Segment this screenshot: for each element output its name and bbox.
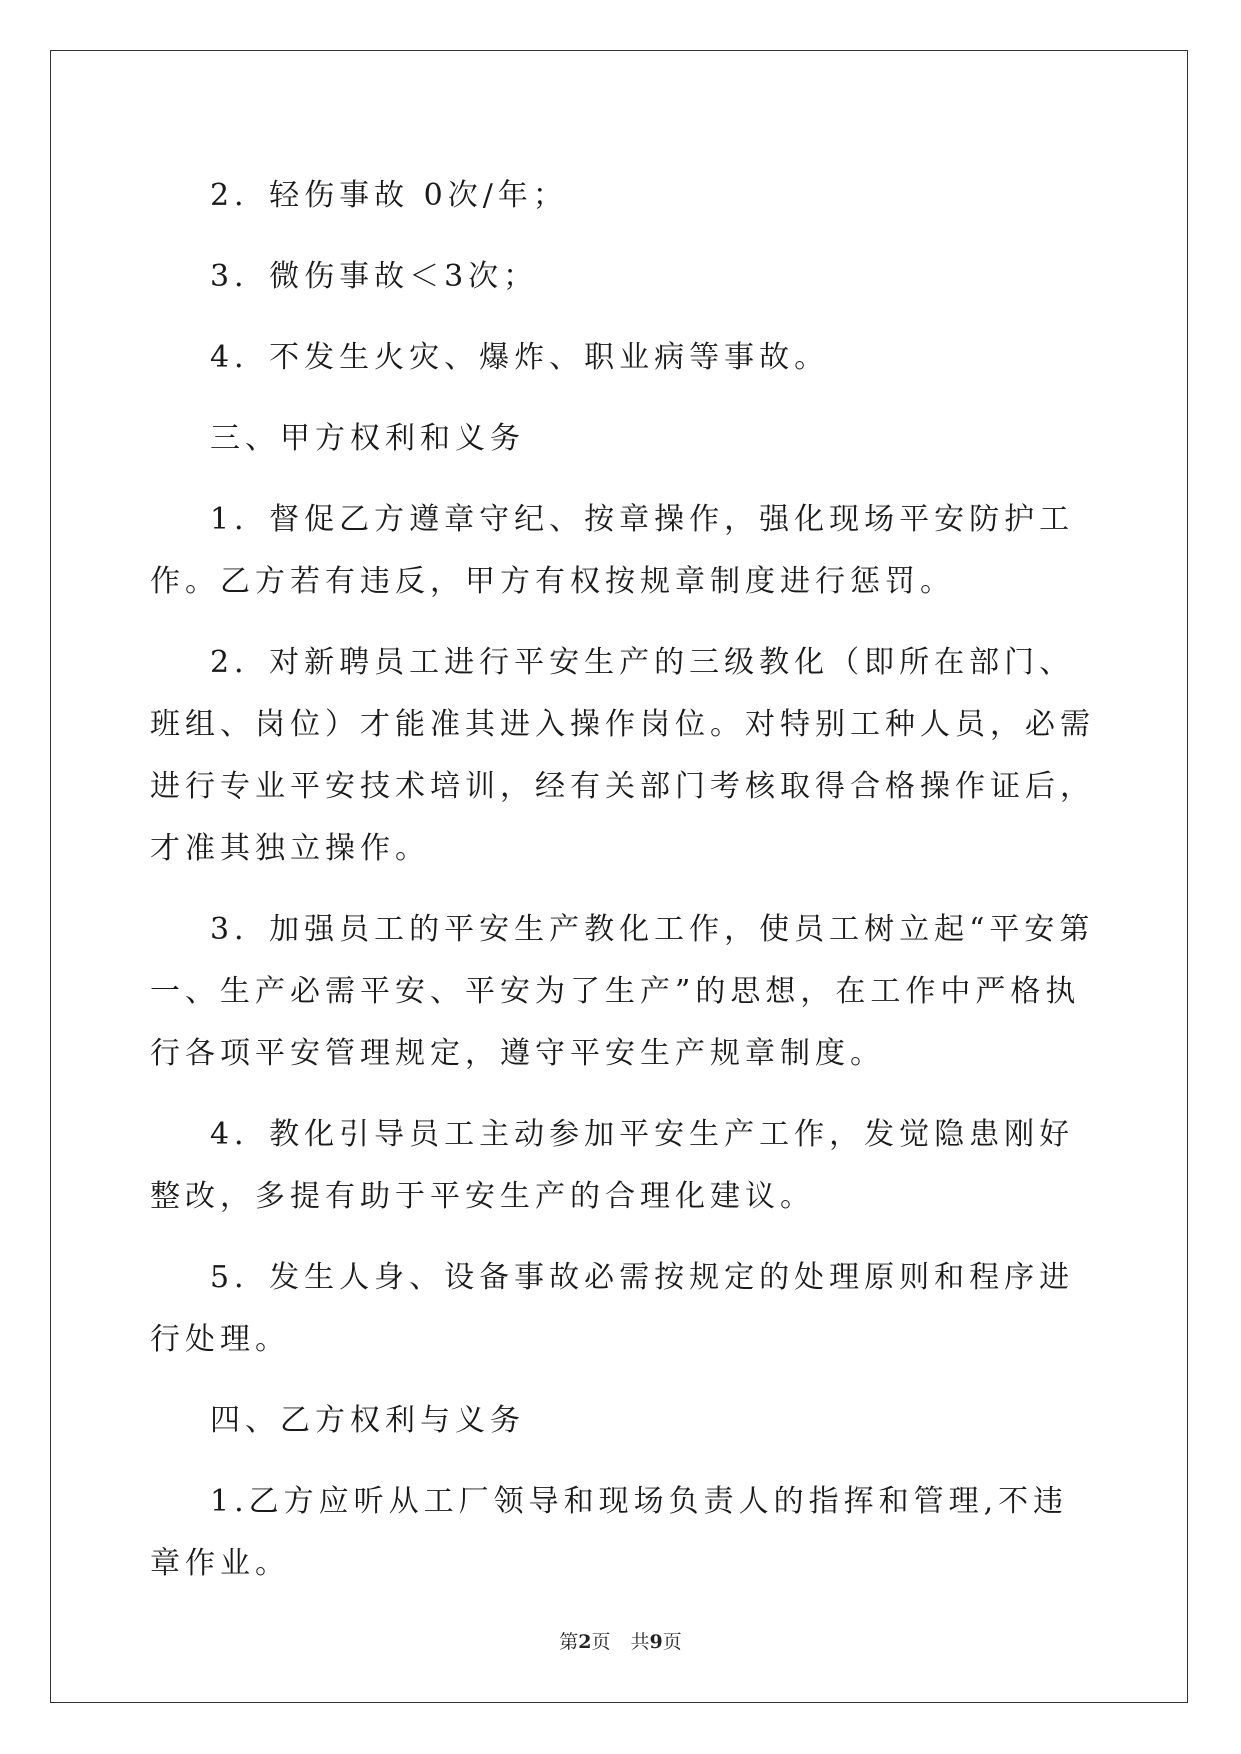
document-body — [150, 165, 1100, 1614]
paragraph-a-5: 5．发生人身、设备事故必需按规定的处理原则和程序进行处理。 — [150, 1260, 1075, 1357]
section-heading-party-b: 四、乙方权利与义务 — [210, 1403, 525, 1438]
page-footer — [0, 1627, 1241, 1654]
paragraph-no-fire: 4．不发生火灾、爆炸、职业病等事故。 — [210, 340, 830, 375]
paragraph-a-1: 1．督促乙方遵章守纪、按章操作，强化现场平安防护工作。乙方若有违反，甲方有权按规章制度进行惩罚。 — [150, 502, 1075, 599]
paragraph-a-3: 3．加强员工的平安生产教化工作，使员工树立起“平安第一、生产必需平安、平安为了生产”的思想，在工作中严格执行各项平安管理规定，遵守平安生产规章制度。 — [150, 912, 1095, 1071]
page-prefix: 第 — [559, 1631, 579, 1653]
section-heading-party-a: 三、甲方权利和义务 — [210, 421, 525, 456]
paragraph-b-1: 1.乙方应听从工厂领导和现场负责人的指挥和管理,不违章作业。 — [150, 1484, 1069, 1581]
page-suffix: 页 — [591, 1631, 611, 1653]
paragraph-a-4: 4．教化引导员工主动参加平安生产工作，发觉隐患刚好整改，多提有助于平安生产的合理化建议。 — [150, 1117, 1075, 1214]
paragraph-micro-injury: 3．微伤事故＜3次； — [210, 259, 539, 294]
paragraph-a-2: 2．对新聘员工进行平安生产的三级教化（即所在部门、班组、岗位）才能准其进入操作岗位。对特别工种人员，必需进行专业平安技术培训，经有关部门考核取得合格操作证后，才准其独立操作。 — [150, 645, 1095, 866]
page-total: 9 — [649, 1631, 663, 1653]
total-prefix: 共 — [630, 1631, 650, 1653]
total-suffix: 页 — [662, 1631, 682, 1653]
page-current: 2 — [578, 1631, 592, 1653]
paragraph-minor-injury: 2．轻伤事故 0次/年； — [210, 178, 568, 213]
